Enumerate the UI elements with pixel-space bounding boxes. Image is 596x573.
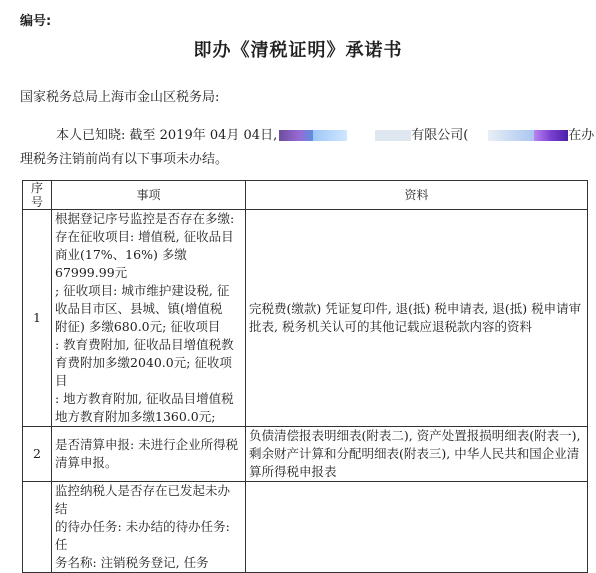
row-item (52, 210, 246, 427)
redacted-name-block (279, 130, 313, 141)
row-number (23, 482, 52, 573)
redacted-name-block (375, 130, 411, 141)
item-text: 监控纳税人是否存在已发起未办结 的待办任务: 未办结的待办任务: 任 务名称: 注销税务登记, 任务 (55, 483, 231, 570)
company-suffix: 有限公司( (411, 128, 469, 143)
row-item (52, 427, 246, 482)
row-material (246, 482, 588, 573)
material-text: 负债清偿报表明细表(附表二), 资产处置报损明细表(附表一), 剩余财产计算和分配明细表(附表三), 中华人民共和国企业清算所得税申报表 (249, 428, 581, 479)
row-item (52, 482, 246, 573)
table-row (23, 210, 588, 427)
row-material (246, 427, 588, 482)
pending-items-table (22, 180, 588, 573)
row-number: 1 (23, 210, 52, 427)
column-header-material: 资料 (246, 181, 588, 210)
column-header-item: 事项 (52, 181, 246, 210)
item-text: 根据登记序号监控是否存在多缴: 存在征收项目: 增值税, 征收品目 商业(17%、16%) 多缴67999.99元 ; 征收项目: 城市维护建设税, 征 收品目市区、县城、镇(增值税 附征) 多缴680.0元; 征收项目 : 教育费附加, 征收品目增值税教 育费附加多缴2040.0元; 征收项目 : 地方教育附加, 征收品目增值税 地方教育附加多缴1360.0元; (55, 211, 235, 424)
document-title: 即办《清税证明》承诺书 (193, 40, 403, 61)
commitment-paragraph-line-2: 理税务注销前尚有以下事项未办结。 (20, 152, 229, 167)
paragraph-tail: 在办 (568, 128, 595, 143)
row-number: 2 (23, 427, 52, 482)
redacted-id-block (488, 130, 534, 141)
addressee-line: 国家税务总局上海市金山区税务局: (20, 90, 220, 105)
document-number-label: 编号: (20, 14, 52, 29)
material-text: 完税费(缴款) 凭证复印件, 退(抵) 税申请表, 退(抵) 税申请审批表, 税务机关认可的其他记载应退税款内容的资料 (249, 301, 582, 334)
column-header-number: 序号 (23, 181, 52, 210)
commitment-paragraph-line-1 (56, 124, 594, 148)
table-row (23, 482, 588, 573)
redacted-name-block (313, 130, 347, 141)
item-text: 是否清算申报: 未进行企业所得税 清算申报。 (55, 437, 239, 470)
table-row (23, 427, 588, 482)
row-material (246, 210, 588, 427)
table-header-row (23, 181, 588, 210)
date-statement: 本人已知晓: 截至 2019年 04月 04日, (56, 128, 278, 143)
redacted-id-block (534, 130, 568, 141)
